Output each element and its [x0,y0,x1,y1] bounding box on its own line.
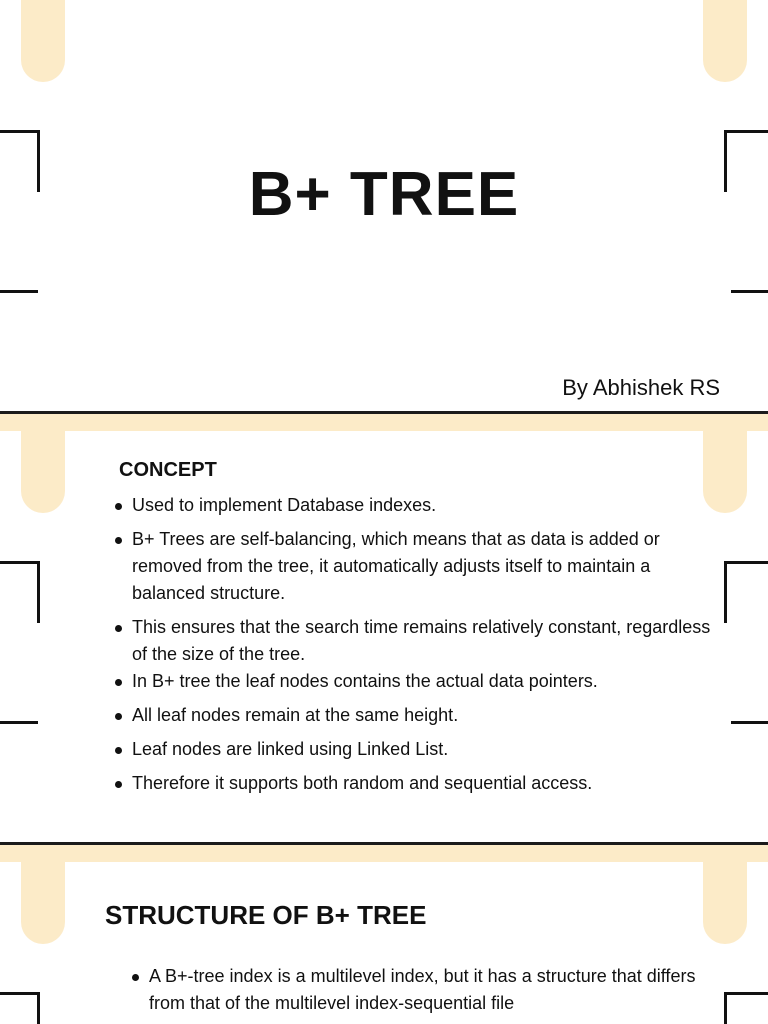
title-slide [0,0,768,411]
slide-separator [0,411,768,431]
concept-slide [0,431,768,842]
decorative-tab [703,862,747,944]
corner-bracket [724,992,768,1024]
decorative-dash [0,290,38,293]
list-item: A B+-tree index is a multilevel index, but it has a structure that differs from that of the multilevel index-sequential file [132,963,712,1017]
list-item: All leaf nodes remain at the same height. [115,702,715,729]
structure-slide [0,862,768,1024]
decorative-dash [0,721,38,724]
list-item: Used to implement Database indexes. [115,492,715,519]
list-item: Leaf nodes are linked using Linked List. [115,736,715,763]
decorative-tab [21,0,65,82]
list-item: B+ Trees are self-balancing, which means that as data is added or removed from the tree, it automatically adjusts itself to maintain a balanced structure. [115,526,715,607]
corner-bracket [0,992,40,1024]
section-heading: CONCEPT [119,459,217,481]
list-item: In B+ tree the leaf nodes contains the actual data pointers. [115,668,715,695]
slide-separator [0,842,768,862]
list-item: This ensures that the search time remains relatively constant, regardless of the size of the tree. [115,614,715,668]
decorative-tab [703,0,747,82]
decorative-dash [731,721,768,724]
list-item: Therefore it supports both random and sequential access. [115,770,715,797]
decorative-tab [21,431,65,513]
corner-bracket [724,561,768,623]
concept-bullet-list [115,492,715,804]
slide-title: B+ TREE [248,160,520,229]
corner-bracket [0,561,40,623]
structure-bullet-list [132,963,712,1017]
decorative-dash [731,290,768,293]
section-heading: STRUCTURE OF B+ TREE [105,900,427,930]
author-byline: By Abhishek RS [562,375,720,400]
decorative-tab [21,862,65,944]
